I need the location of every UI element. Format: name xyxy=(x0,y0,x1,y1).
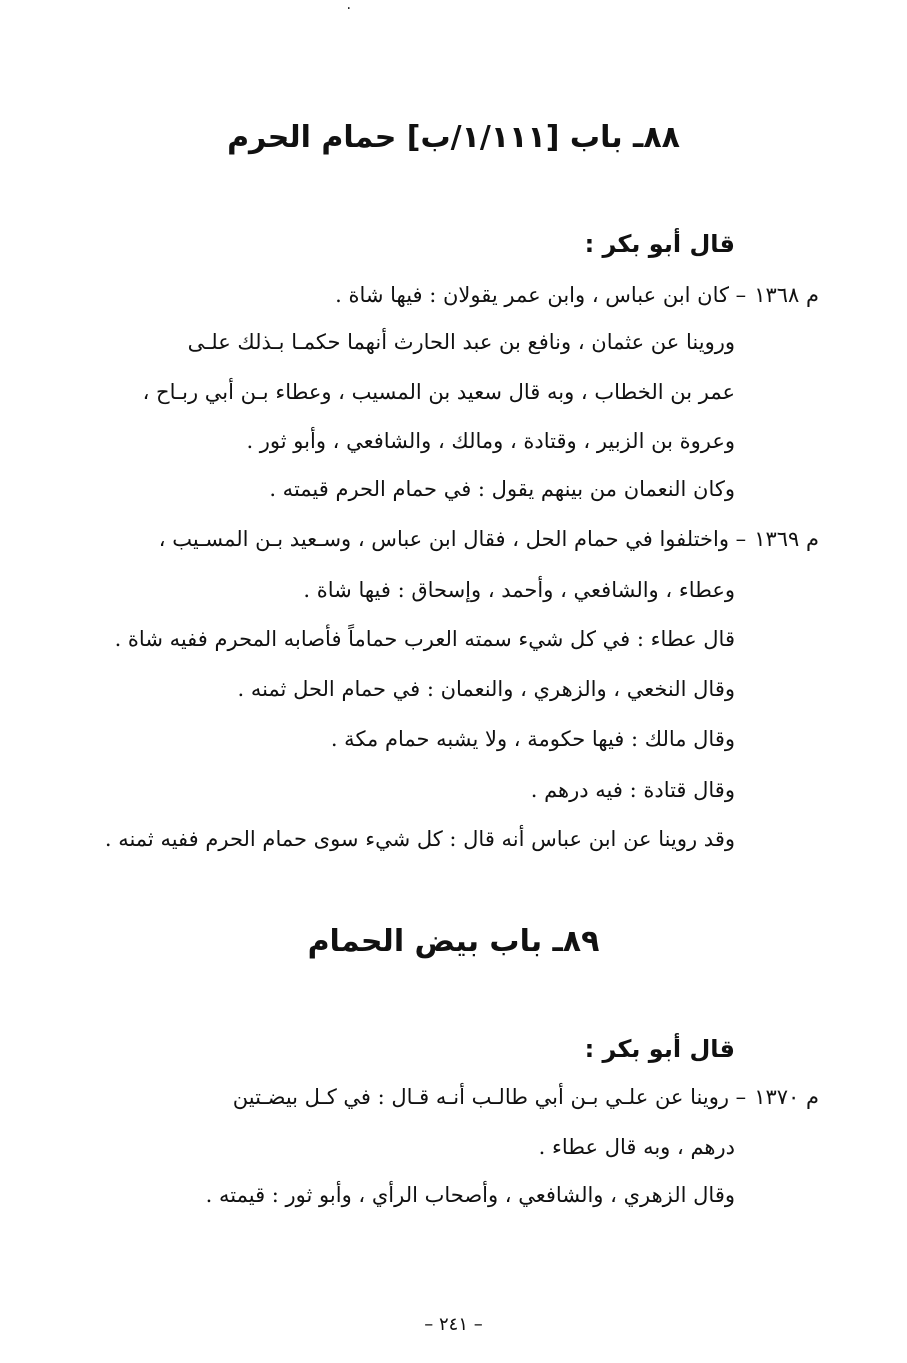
said-abu-bakr: قال أبو بكر : xyxy=(584,1035,735,1063)
text-line: وقال مالك : فيها حكومة ، ولا يشبه حمام مكة . xyxy=(330,727,735,751)
chapter-heading-89: ٨٩ـ باب بيض الحمام xyxy=(307,924,600,959)
entry-marker: م ١٣٦٨ xyxy=(754,283,819,307)
entry-1369-line xyxy=(159,527,819,551)
entry-text: – واختلفوا في حمام الحل ، فقال ابن عباس ، وسـعيد بـن المسـيب ، xyxy=(158,527,747,551)
text-line: وقال قتادة : فيه درهم . xyxy=(530,778,735,802)
entry-1368-line xyxy=(335,283,819,307)
text-line: وعطاء ، والشافعي ، وأحمد ، وإسحاق : فيها شاة . xyxy=(303,578,735,602)
text-line: عمر بن الخطاب ، وبه قال سعيد بن المسيب ، وعطاء بـن أبي ربـاح ، xyxy=(142,380,735,404)
page-number: – ٢٤١ – xyxy=(424,1314,483,1335)
said-abu-bakr: قال أبو بكر : xyxy=(584,230,735,258)
page-top-mark: ٠ xyxy=(345,0,353,16)
text-line: وروينا عن عثمان ، ونافع بن عبد الحارث أنهما حكمـا بـذلك علـى xyxy=(187,330,735,354)
text-line: قال عطاء : في كل شيء سمته العرب حماماً فأصابه المحرم ففيه شاة . xyxy=(114,627,735,651)
entry-marker: م ١٣٦٩ xyxy=(754,527,819,551)
text-line: وكان النعمان من بينهم يقول : في حمام الحرم قيمته . xyxy=(269,477,735,501)
text-line: وقال النخعي ، والزهري ، والنعمان : في حمام الحل ثمنه . xyxy=(237,677,735,701)
chapter-heading-88: ٨٨ـ باب [١/١١١/ب] حمام الحرم xyxy=(227,120,680,155)
entry-marker: م ١٣٧٠ xyxy=(754,1085,819,1109)
text-line: وعروة بن الزبير ، وقتادة ، ومالك ، والشافعي ، وأبو ثور . xyxy=(246,429,735,453)
text-line: وقال الزهري ، والشافعي ، وأصحاب الرأي ، وأبو ثور : قيمته . xyxy=(205,1183,735,1207)
entry-text: – روينا عن علـي بـن أبي طالـب أنـه قـال : في كـل بيضـتين xyxy=(232,1085,747,1109)
entry-text: – كان ابن عباس ، وابن عمر يقولان : فيها شاة . xyxy=(335,283,747,307)
entry-1370-line xyxy=(233,1085,819,1109)
text-line: وقد روينا عن ابن عباس أنه قال : كل شيء سوى حمام الحرم ففيه ثمنه . xyxy=(104,827,735,851)
text-line: درهم ، وبه قال عطاء . xyxy=(538,1135,735,1159)
